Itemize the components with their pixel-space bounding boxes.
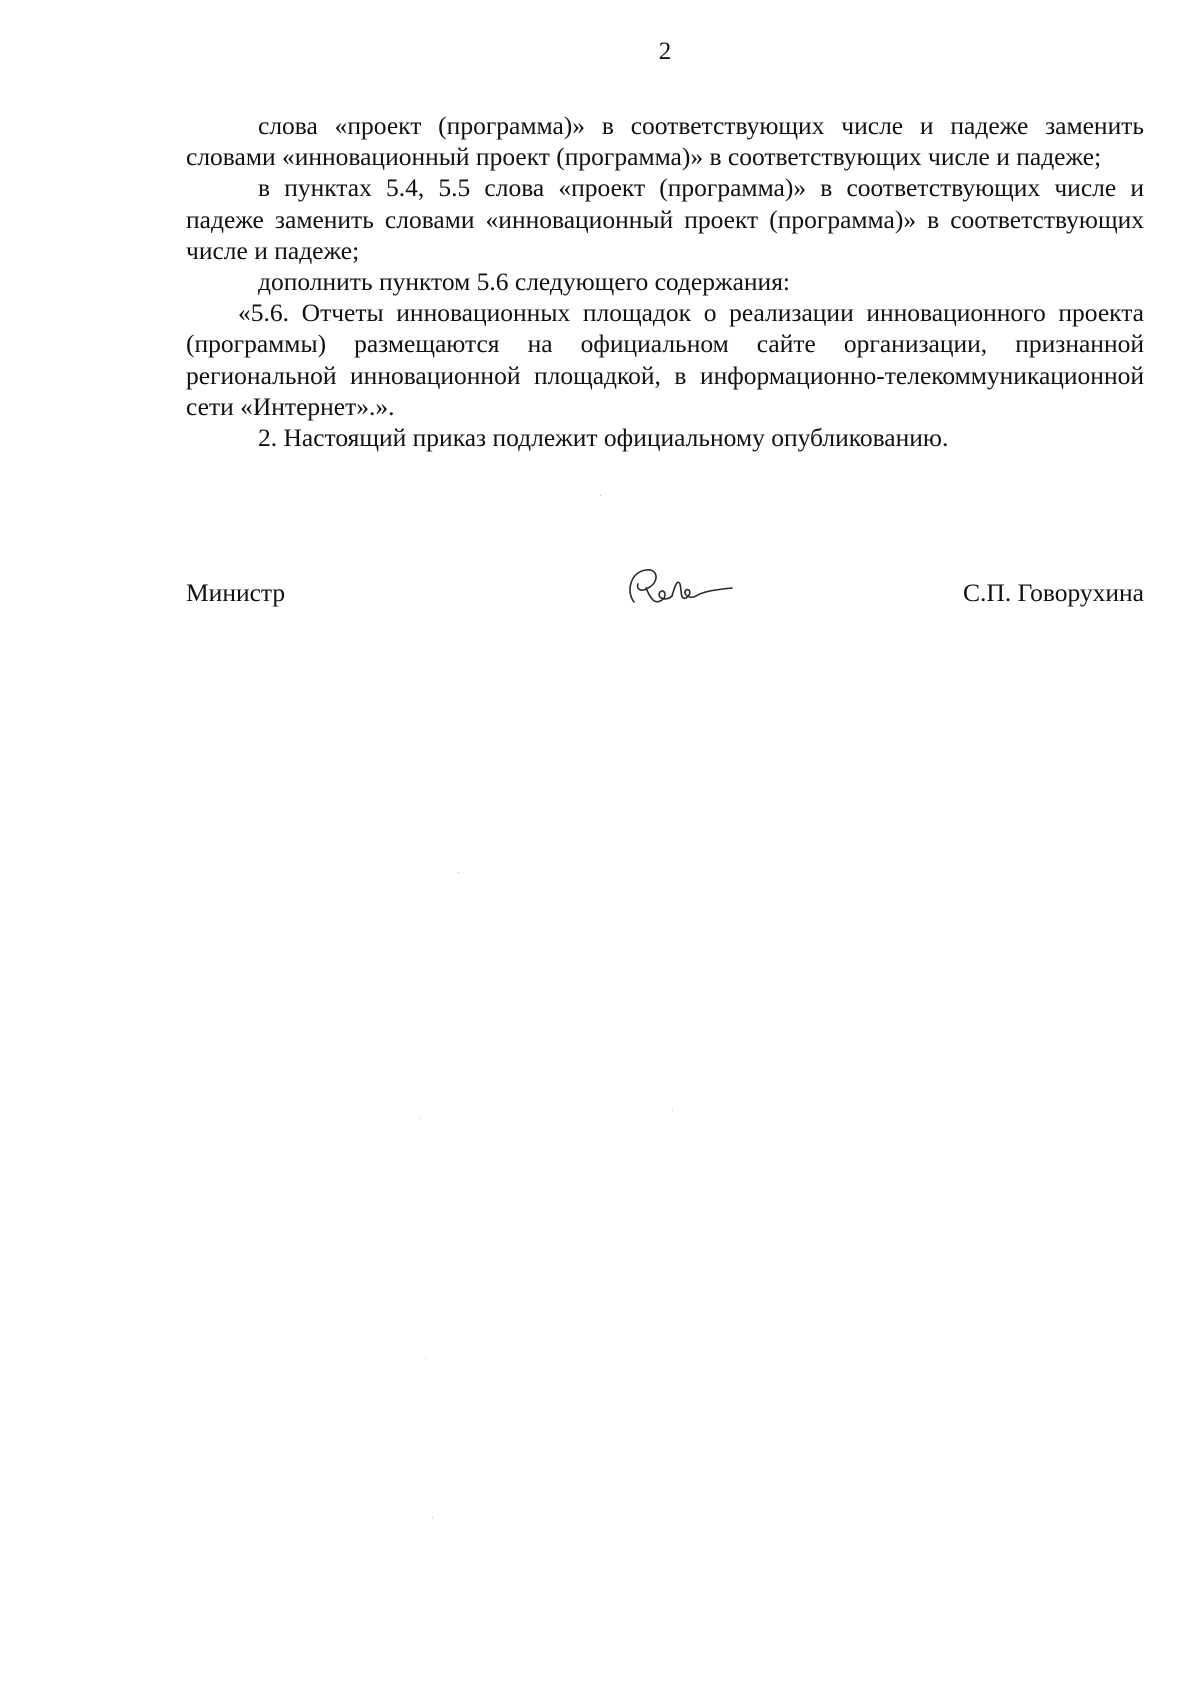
scan-speck bbox=[458, 872, 459, 873]
paragraph-3: дополнить пунктом 5.6 следующего содержания: bbox=[258, 267, 791, 297]
paragraph-2: в пунктах 5.4, 5.5 слова «проект (программа)» в соответствующих числе и падеже заменить словами «инновационный проект (программа)» в соответствующих числе и падеже; bbox=[186, 173, 1144, 265]
document-body bbox=[186, 110, 1144, 453]
signatory-title: Министр bbox=[186, 578, 286, 607]
scan-speck bbox=[600, 495, 601, 496]
scan-speck bbox=[420, 1118, 421, 1119]
signatory-name: С.П. Говорухина bbox=[963, 578, 1144, 607]
scan-speck bbox=[425, 1358, 426, 1359]
paragraph-4-quote: «5.6. Отчеты инновационных площадок о реализации инновационного проекта (программы) размещаются на официальном сайте организации, признанной региональной инновационной площадкой, в информационно-телекоммуникационной сети «Интернет».». bbox=[186, 298, 1144, 421]
page-number: 2 bbox=[658, 38, 672, 65]
scan-speck bbox=[672, 1110, 673, 1111]
handwritten-signature bbox=[616, 562, 736, 612]
paragraph-5: 2. Настоящий приказ подлежит официальному опубликованию. bbox=[258, 423, 949, 453]
scan-speck bbox=[432, 1517, 433, 1518]
paragraph-1: слова «проект (программа)» в соответствующих числе и падеже заменить словами «инновационный проект (программа)» в соответствующих числе и падеже; bbox=[186, 111, 1144, 172]
signature-block bbox=[186, 578, 1144, 638]
